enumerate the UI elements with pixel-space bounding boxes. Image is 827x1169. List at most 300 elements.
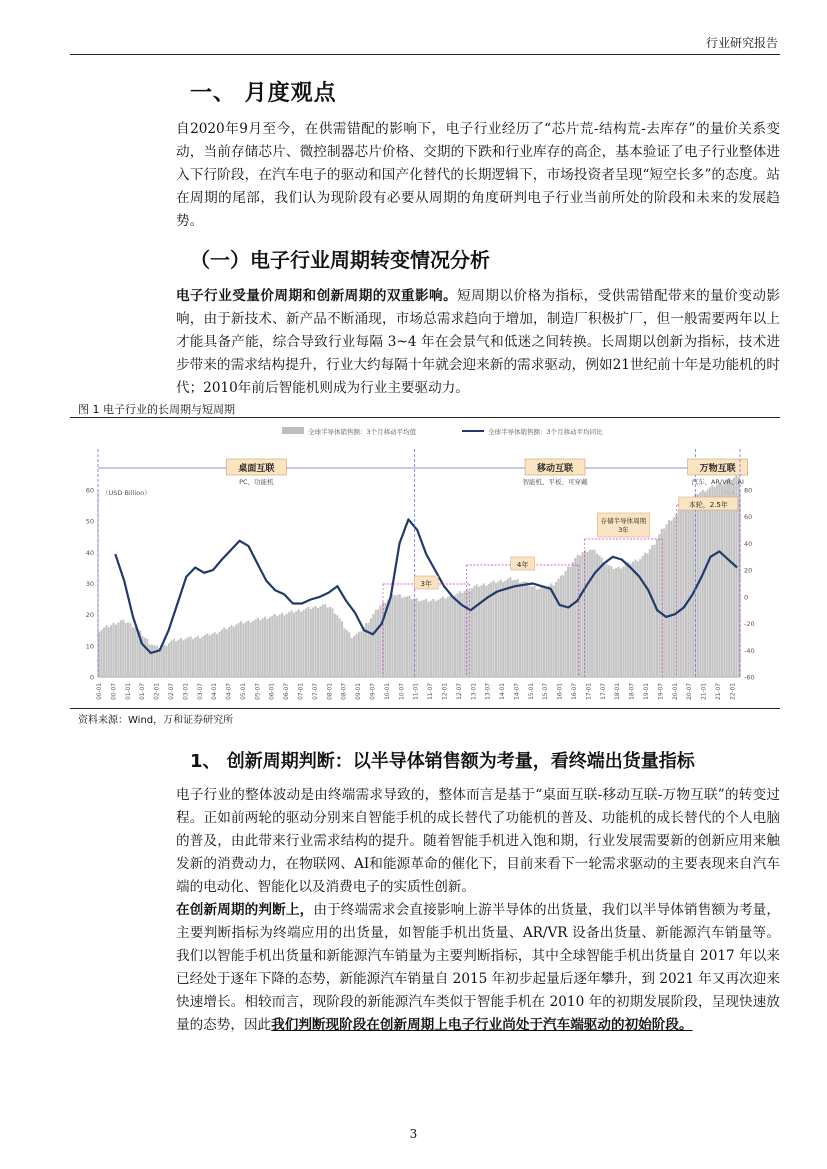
sales-bar — [406, 596, 408, 677]
left-tick-label: 30 — [85, 580, 94, 588]
sales-bar — [514, 580, 516, 677]
cycle-label: 3年 — [618, 526, 629, 534]
sales-bar — [649, 549, 651, 677]
cycle-label: 存储半导体周期 — [600, 517, 647, 525]
sales-bar — [353, 636, 355, 677]
sales-bar — [615, 568, 617, 677]
sales-bar — [512, 580, 514, 677]
sales-bar — [240, 621, 242, 677]
sales-bar — [315, 606, 317, 677]
sales-bar — [129, 623, 131, 677]
sales-bar — [146, 639, 148, 677]
sales-bar — [497, 581, 499, 677]
sales-bar — [574, 558, 576, 677]
sales-bar — [149, 644, 151, 677]
sales-bar — [317, 608, 319, 677]
x-tick-label: 05-01 — [240, 683, 247, 700]
sales-bar — [216, 634, 218, 677]
x-tick-label: 02-01 — [154, 683, 161, 700]
sales-bar — [521, 582, 523, 677]
sales-bar — [682, 506, 684, 677]
sales-bar — [579, 556, 581, 677]
sales-bar — [428, 602, 430, 677]
sales-bar — [505, 580, 507, 677]
section3-body: 由于终端需求会直接影响上游半导体的出货量，我们以半导体销售额为考量，主要判断指标为终端应用的出货量，如智能手机出货量、AR/VR 设备出货量、新能源汽车销量等。我们以智能手机出货量和新能源汽车销量为主要判断指标，其中全球智能手机出货量自 2017 年以来已经处于逐年下降的态势，新能源汽车销量自 2015 年初步起量后逐年攀升，到 2021 年又再次迎来快速增长。相较而言，现阶段的新能源汽车类似于智能手机在 2010 年的初期发展阶段，呈现快速放量的态势，因此 — [176, 902, 781, 1033]
sales-bar — [355, 634, 357, 677]
sales-bar — [500, 580, 502, 677]
sales-bar — [250, 623, 252, 677]
sales-bar — [601, 557, 603, 677]
sales-bar — [630, 564, 632, 677]
sales-bar — [723, 482, 725, 677]
sales-bar — [307, 607, 309, 677]
section3-paragraph-2 — [176, 899, 780, 1037]
x-tick-label: 04-01 — [212, 683, 219, 700]
sales-bar — [358, 632, 360, 677]
sales-bar — [264, 617, 266, 677]
x-tick-label: 21-07 — [715, 683, 722, 700]
sales-bar — [334, 614, 336, 677]
sales-bar — [709, 487, 711, 677]
sales-bar — [331, 608, 333, 677]
x-tick-label: 06-01 — [269, 683, 276, 700]
sales-bar — [161, 646, 163, 677]
sales-bar — [163, 645, 165, 677]
x-tick-label: 02-07 — [168, 683, 175, 700]
sales-bar — [293, 613, 295, 677]
sales-bar — [432, 599, 434, 677]
sales-bar — [543, 585, 545, 677]
legend-bar-label: 全球半导体销售额：3个月移动平均值 — [308, 428, 417, 436]
report-type-label: 行业研究报告 — [705, 36, 778, 50]
x-tick-label: 22-01 — [730, 683, 737, 700]
sales-bar — [625, 564, 627, 677]
sales-bar — [223, 628, 225, 677]
sales-bar — [209, 636, 211, 677]
sales-bar — [658, 534, 660, 677]
sales-bar — [581, 552, 583, 677]
sales-bar — [663, 529, 665, 677]
sales-bar — [627, 562, 629, 677]
figure-top-rule — [70, 417, 780, 418]
figure-caption: 图 1 电子行业的长周期与短周期 — [78, 403, 235, 416]
right-tick-label: -60 — [744, 673, 755, 682]
sales-bar — [117, 622, 119, 677]
sales-bar — [110, 625, 112, 677]
sales-bar — [396, 595, 398, 677]
sales-bar — [538, 589, 540, 677]
sales-bar — [187, 637, 189, 677]
sales-bar — [553, 585, 555, 677]
sales-bar — [442, 596, 444, 677]
cycle-label: 本轮，2.5年 — [688, 501, 728, 509]
left-tick-label: 40 — [85, 548, 94, 557]
x-tick-label: 14-07 — [514, 683, 521, 700]
sales-bar — [473, 586, 475, 677]
sales-bar — [245, 622, 247, 677]
sales-bar — [642, 556, 644, 677]
sales-bar — [702, 490, 704, 677]
sales-bar — [108, 627, 110, 677]
sales-bar — [257, 618, 259, 677]
sales-bar — [204, 635, 206, 677]
sales-bar — [336, 615, 338, 677]
right-tick-label: 0 — [744, 593, 749, 602]
sales-bar — [586, 552, 588, 677]
sales-bar — [637, 561, 639, 677]
sales-bar — [276, 616, 278, 677]
section2-body: 短周期以价格为指标，受供需错配带来的量价变动影响，由于新技术、新产品不断涌现，市场总需求趋向于增加，制造厂积极扩厂，但一般需要两年以上才能具备产能，综合导致行业每隔 3~4 年在会景气和低迷之间转换。长周期以创新为指标，技术进步带来的需求结构提升，行业大约每隔十年就会迎来新的需求驱动，例如21世纪前十年是功能机的时代；2010年前后智能机则成为行业主要驱动力。 — [176, 288, 781, 396]
left-unit-label: （USD Billion） — [102, 489, 151, 497]
sales-bar — [550, 583, 552, 677]
x-tick-label: 12-07 — [456, 683, 463, 700]
x-tick-label: 15-01 — [528, 683, 535, 700]
sales-bar — [360, 631, 362, 677]
sales-bar — [714, 487, 716, 677]
x-tick-label: 17-07 — [600, 683, 607, 700]
sales-bar — [132, 627, 134, 677]
sales-bar — [199, 638, 201, 677]
sales-bar — [127, 622, 129, 677]
x-tick-label: 05-07 — [255, 683, 262, 700]
sales-bar — [666, 524, 668, 677]
sales-bar — [324, 604, 326, 677]
sales-bar — [351, 638, 353, 677]
sales-bar — [509, 577, 511, 677]
sales-bar — [305, 608, 307, 677]
sales-bar — [190, 636, 192, 677]
x-tick-label: 00-07 — [111, 683, 118, 700]
era-label: 移动互联 — [537, 464, 574, 474]
sales-bar — [286, 614, 288, 677]
sales-bar — [721, 484, 723, 677]
x-tick-label: 07-07 — [312, 683, 319, 700]
sales-bar — [430, 601, 432, 677]
x-tick-label: 11-07 — [428, 683, 435, 700]
right-tick-label: 60 — [744, 513, 753, 522]
right-tick-label: 40 — [744, 539, 753, 548]
sales-bar — [502, 582, 504, 677]
sales-bar — [341, 621, 343, 677]
sales-bar — [589, 550, 591, 677]
x-tick-label: 07-01 — [298, 683, 305, 700]
x-tick-label: 13-07 — [485, 683, 492, 700]
figure-bottom-rule — [70, 708, 780, 709]
sales-bar — [610, 566, 612, 677]
sales-bar — [644, 553, 646, 677]
right-tick-label: -20 — [744, 620, 755, 629]
sales-bar — [300, 612, 302, 677]
section3-lead: 在创新周期的判断上， — [176, 902, 314, 918]
left-tick-label: 60 — [85, 486, 94, 495]
sales-bar — [591, 550, 593, 677]
sales-bar — [483, 583, 485, 677]
sales-bar — [377, 610, 379, 677]
sales-bar — [618, 567, 620, 677]
right-tick-label: -40 — [744, 646, 755, 655]
x-tick-label: 10-01 — [384, 683, 391, 700]
sales-bar — [281, 613, 283, 677]
sales-bar — [259, 620, 261, 677]
sales-bar — [105, 625, 107, 677]
sales-bar — [646, 553, 648, 677]
era-label: 万物互联 — [699, 464, 736, 474]
sales-bar — [327, 607, 329, 677]
sales-bar — [379, 605, 381, 677]
sales-bar — [605, 564, 607, 677]
sales-bar — [144, 638, 146, 677]
sales-bar — [577, 555, 579, 677]
sales-bar — [675, 514, 677, 677]
sales-bar — [603, 563, 605, 677]
sales-bar — [425, 599, 427, 677]
sales-bar — [363, 627, 365, 677]
x-tick-label: 08-07 — [341, 683, 348, 700]
x-tick-label: 15-07 — [543, 683, 550, 700]
sales-bar — [435, 601, 437, 677]
legend-line-label: 全球半导体销售额：3个月移动平均同比 — [488, 428, 603, 436]
sales-bar — [404, 597, 406, 677]
sales-bar — [168, 643, 170, 677]
sales-bar — [298, 609, 300, 677]
sales-bar — [283, 615, 285, 677]
legend-bar-swatch — [282, 427, 304, 434]
sales-bar — [598, 555, 600, 677]
x-tick-label: 18-01 — [615, 683, 622, 700]
sales-bar — [180, 638, 182, 677]
sales-bar — [274, 614, 276, 677]
sales-bar — [476, 584, 478, 677]
sales-bar — [218, 632, 220, 677]
sales-bar — [560, 576, 562, 677]
sales-bar — [584, 550, 586, 677]
sales-bar — [101, 630, 103, 677]
sales-bar — [440, 598, 442, 677]
sales-bar — [680, 510, 682, 677]
sales-bar — [262, 618, 264, 677]
sales-bar — [329, 607, 331, 677]
cycle-label: 4年 — [516, 561, 529, 569]
chart-legend — [282, 427, 603, 436]
sales-bar — [175, 641, 177, 677]
sales-bar — [134, 628, 136, 677]
sales-bar — [252, 621, 254, 677]
x-tick-label: 16-07 — [572, 683, 579, 700]
sales-bar — [536, 589, 538, 677]
sales-bar — [122, 620, 124, 677]
sales-bar — [346, 630, 348, 677]
sales-bar — [312, 607, 314, 677]
sales-bar — [526, 582, 528, 677]
x-tick-label: 03-07 — [197, 683, 204, 700]
sales-bar — [507, 579, 509, 677]
sales-bar — [194, 638, 196, 677]
sales-bar — [153, 645, 155, 677]
era-sub-label: 汽车、AR/VR、AI — [691, 478, 744, 486]
era-sub-label: 智能机、平板、可穿戴 — [522, 478, 588, 486]
section2-lead: 电子行业受量价周期和创新周期的双重影响。 — [176, 288, 458, 304]
subsection-title: （一）电子行业周期转变情况分析 — [190, 248, 490, 272]
sales-bar — [569, 566, 571, 677]
sales-bar — [177, 640, 179, 677]
sales-bar — [233, 627, 235, 677]
x-tick-label: 13-01 — [471, 683, 478, 700]
x-tick-label: 18-07 — [629, 683, 636, 700]
left-tick-label: 20 — [85, 611, 94, 620]
x-tick-label: 17-01 — [586, 683, 593, 700]
sales-bar — [673, 518, 675, 677]
sales-bar — [370, 618, 372, 677]
sales-bar — [103, 628, 105, 677]
x-tick-label: 12-01 — [442, 683, 449, 700]
section-title: 一、 月度观点 — [190, 81, 337, 106]
sales-bar — [608, 565, 610, 677]
sales-bar — [221, 630, 223, 677]
sales-bar — [651, 545, 653, 677]
sales-bar — [158, 648, 160, 677]
sales-bar — [367, 623, 369, 677]
sales-bar — [288, 612, 290, 677]
sales-bar — [411, 599, 413, 677]
sales-bar — [706, 490, 708, 677]
sales-bar — [447, 597, 449, 677]
x-tick-label: 01-07 — [140, 683, 147, 700]
section1-paragraph: 自2020年9月至今，在供需错配的影响下，电子行业经历了“芯片荒-结构荒-去库存”的量价关系变动，当前存储芯片、微控制器芯片价格、交期的下跌和行业库存的高企，基本验证了电子行业整体进入下行阶段，在汽车电子的驱动和国产化替代的长期逻辑下，市场投资者呈现“短空长多”的态度。站在周期的尾部，我们认为现阶段有必要从周期的角度研判电子行业当前所处的阶段和未来的发展趋势。 — [176, 121, 780, 229]
sales-bar — [170, 641, 172, 677]
sales-bar — [98, 632, 100, 677]
figure-source: 资料来源：Wind，万和证券研究所 — [78, 715, 234, 726]
left-tick-label: 50 — [85, 517, 94, 526]
sales-bar — [464, 591, 466, 677]
sales-bar — [319, 606, 321, 677]
cycle-label: 3年 — [420, 580, 432, 588]
x-tick-label: 20-07 — [687, 683, 694, 700]
sales-bar — [394, 596, 396, 677]
sales-bar — [269, 617, 271, 677]
section2-paragraph — [176, 285, 780, 400]
x-tick-label: 08-01 — [327, 683, 334, 700]
sales-bar — [517, 579, 519, 677]
sales-bar — [322, 605, 324, 677]
sales-bar — [480, 585, 482, 677]
sales-bar — [478, 587, 480, 677]
sales-bar — [567, 567, 569, 677]
x-tick-label: 19-07 — [658, 683, 665, 700]
sales-bar — [230, 625, 232, 677]
sales-bar — [452, 598, 454, 677]
sales-bar — [449, 595, 451, 677]
section3-paragraph-1: 电子行业的整体波动是由终端需求导致的，整体而言是基于“桌面互联-移动互联-万物互联”的转变过程。正如前两轮的驱动分别来自智能手机的成长替代了功能机的普及、功能机的成长替代的个人电脑的普及，由此带来行业需求结构的提升。随着智能手机进入饱和期，行业发展需要新的创新应用来触发新的消费动力，在物联网、AI和能源革命的催化下，目前来看下一轮需求驱动的主要表现来自汽车端的电动化、智能化以及消费电子的实质性创新。 — [176, 787, 780, 895]
x-tick-label: 20-01 — [672, 683, 679, 700]
sales-bar — [242, 624, 244, 677]
sales-bar — [182, 640, 184, 677]
semiconductor-cycle-chart — [70, 419, 780, 707]
sales-bar — [519, 583, 521, 677]
sales-bar — [454, 595, 456, 677]
sales-bar — [529, 586, 531, 677]
sales-bar — [692, 497, 694, 677]
sales-bar — [545, 588, 547, 677]
sales-bar — [115, 625, 117, 677]
sales-bar — [228, 627, 230, 677]
sales-bar — [348, 632, 350, 677]
sales-bar — [247, 620, 249, 677]
sales-bar — [654, 545, 656, 677]
sales-bar — [565, 571, 567, 677]
sales-bar — [613, 569, 615, 677]
sales-bar — [562, 575, 564, 677]
sales-bar — [687, 503, 689, 677]
left-tick-label: 10 — [85, 642, 94, 651]
sales-bar — [437, 600, 439, 677]
sales-bar — [620, 569, 622, 677]
sales-bar — [291, 610, 293, 677]
sales-bar — [197, 636, 199, 677]
x-tick-label: 09-01 — [356, 683, 363, 700]
right-tick-label: 20 — [744, 566, 753, 575]
sales-bar — [202, 637, 204, 677]
sales-bar — [120, 620, 122, 677]
sales-bar — [401, 598, 403, 677]
sales-bar — [471, 588, 473, 677]
sales-bar — [548, 586, 550, 677]
sales-bar — [418, 601, 420, 677]
sales-bar — [173, 639, 175, 677]
sales-bar — [690, 500, 692, 677]
subsection-heading: 1、 创新周期判断：以半导体销售额为考量，看终端出货量指标 — [190, 751, 695, 772]
sales-bar — [254, 619, 256, 677]
sales-bar — [634, 560, 636, 677]
sales-bar — [343, 628, 345, 677]
sales-bar — [165, 646, 167, 677]
x-tick-label: 03-01 — [183, 683, 190, 700]
sales-bar — [719, 483, 721, 677]
sales-bar — [214, 632, 216, 677]
sales-bar — [444, 599, 446, 677]
era-sub-label: PC、功能机 — [239, 478, 274, 486]
sales-bar — [226, 629, 228, 677]
sales-bar — [704, 492, 706, 677]
sales-bar — [622, 566, 624, 677]
sales-bar — [685, 502, 687, 677]
sales-bar — [668, 520, 670, 677]
sales-bar — [416, 598, 418, 677]
sales-bar — [557, 579, 559, 677]
left-tick-label: 0 — [89, 673, 94, 682]
sales-bar — [632, 562, 634, 677]
sales-bar — [151, 645, 153, 677]
sales-bar — [303, 610, 305, 677]
right-tick-label: 80 — [744, 486, 753, 495]
x-tick-label: 04-07 — [226, 683, 233, 700]
sales-bar — [593, 550, 595, 677]
sales-bar — [661, 529, 663, 677]
sales-bar — [495, 583, 497, 677]
sales-bar — [423, 600, 425, 677]
sales-bar — [372, 614, 374, 677]
sales-bar — [206, 633, 208, 677]
sales-bar — [266, 619, 268, 677]
era-label: 桌面互联 — [238, 464, 275, 474]
x-tick-label: 10-07 — [399, 683, 406, 700]
sales-bar — [572, 562, 574, 677]
sales-bar — [541, 587, 543, 677]
sales-bar — [375, 610, 377, 677]
x-tick-label: 16-01 — [557, 683, 564, 700]
sales-bar — [699, 492, 701, 677]
sales-bar — [420, 601, 422, 677]
sales-bar — [678, 510, 680, 677]
